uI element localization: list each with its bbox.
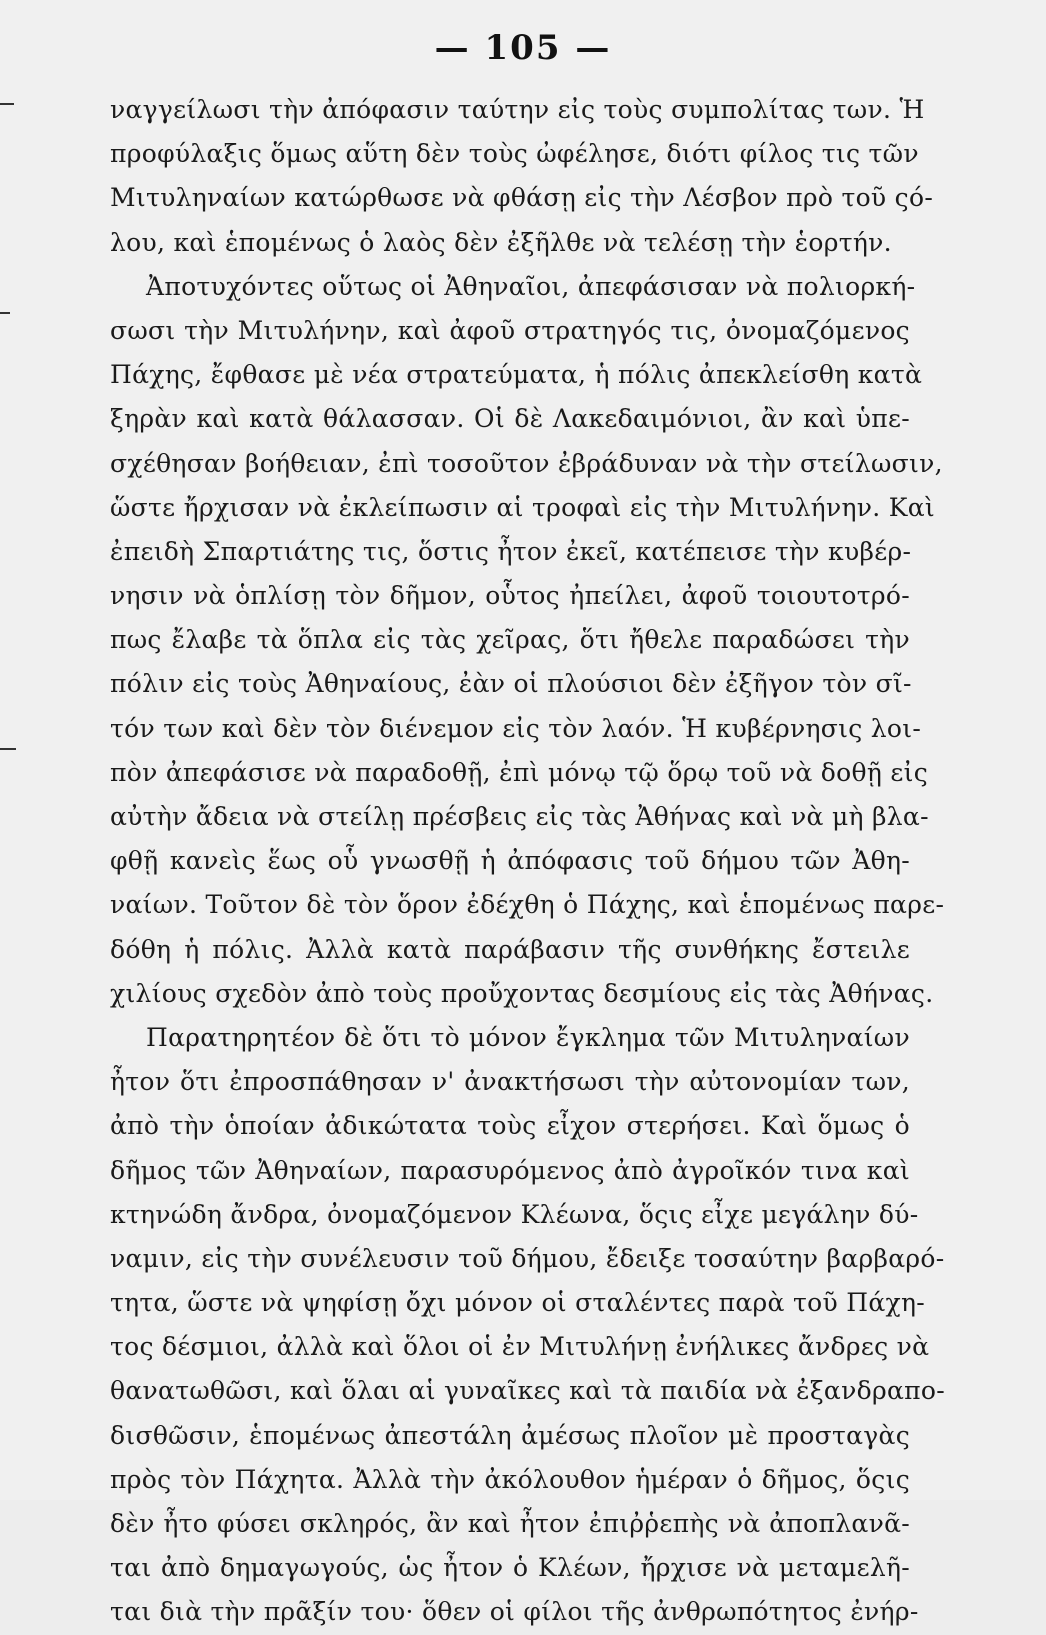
text-line: Πάχης, ἔφθασε μὲ νέα στρατεύματα, ἡ πόλις ἀπεκλείσθη κατὰ — [110, 360, 923, 390]
text-line: τητα, ὥστε νὰ ψηφίσῃ ὄχι μόνον οἱ σταλέντες παρὰ τοῦ Πάχη- — [110, 1288, 925, 1318]
text-line: λου, καὶ ἑπομένως ὁ λαὸς δὲν ἐξῆλθε νὰ τελέσῃ τὴν ἑορτήν. — [110, 227, 892, 257]
text-line: ται διὰ τὴν πρᾶξίν του· ὅθεν οἱ φίλοι τῆς ἀνθρωπότητος ἐνήρ- — [110, 1597, 919, 1627]
margin-mark — [0, 312, 10, 314]
text-line: Μιτυληναίων κατώρθωσε νὰ φθάσῃ εἰς τὴν Λέσβον πρὸ τοῦ ςό- — [110, 183, 934, 213]
text-line: αὐτὴν ἄδεια νὰ στείλῃ πρέσβεις εἰς τὰς Ἀθήνας καὶ νὰ μὴ βλα- — [110, 802, 929, 831]
text-line: πως ἔλαβε τὰ ὅπλα εἰς τὰς χεῖρας, ὅτι ἤθελε παραδώσει τὴν — [110, 625, 910, 655]
text-line: κτηνώδη ἄνδρα, ὀνομαζόμενον Κλέωνα, ὅςις εἶχε μεγάλην δύ- — [110, 1199, 919, 1229]
text-line: δισθῶσιν, ἑπομένως ἀπεστάλη ἀμέσως πλοῖον μὲ προσταγὰς — [110, 1420, 910, 1450]
text-line: πόλιν εἰς τοὺς Ἀθηναίους, ἐὰν οἱ πλούσιοι δὲν ἐξῆγον τὸν σῖ- — [110, 669, 912, 699]
text-line: φθῇ κανεὶς ἕως οὗ γνωσθῇ ἡ ἀπόφασις τοῦ δήμου τῶν Ἀθη- — [110, 846, 910, 876]
text-line: Παρατηρητέον δὲ ὅτι τὸ μόνον ἔγκλημα τῶν Μιτυληναίων — [146, 1022, 910, 1052]
page-number: — 105 — — [434, 28, 612, 68]
text-line: ται ἀπὸ δημαγωγούς, ὡς ἦτον ὁ Κλέων, ἤρχισε νὰ μεταμελῆ- — [110, 1553, 910, 1583]
text-line: ναγγείλωσι τὴν ἀπόφασιν ταύτην εἰς τοὺς συμπολίτας των. Ἡ — [110, 95, 925, 124]
text-line: πὸν ἀπεφάσισε νὰ παραδοθῇ, ἐπὶ μόνῳ τῷ ὅρῳ τοῦ νὰ δοθῇ εἰς — [110, 757, 929, 787]
body-text — [110, 88, 945, 1635]
margin-mark — [0, 748, 16, 750]
text-line: Ἀποτυχόντες οὕτως οἱ Ἀθηναῖοι, ἀπεφάσισαν νὰ πολιορκή- — [146, 271, 916, 301]
text-line: νησιν νὰ ὁπλίσῃ τὸν δῆμον, οὗτος ἠπείλει, ἀφοῦ τοιουτοτρό- — [110, 581, 910, 611]
text-line: ναίων. Τοῦτον δὲ τὸν ὅρον ἐδέχθη ὁ Πάχης, καὶ ἑπομένως παρε- — [110, 890, 945, 920]
text-line: ἀπὸ τὴν ὁποίαν ἀδικώτατα τοὺς εἶχον στερήσει. Καὶ ὅμως ὁ — [110, 1111, 910, 1141]
text-line: τόν των καὶ δὲν τὸν διένεμον εἰς τὸν λαόν. Ἡ κυβέρνησις λοι- — [110, 713, 922, 743]
text-line: ἐπειδὴ Σπαρτιάτης τις, ὅστις ἦτον ἐκεῖ, κατέπεισε τὴν κυβέρ- — [110, 536, 912, 566]
text-line: δόθη ἡ πόλις. Ἀλλὰ κατὰ παράβασιν τῆς συνθήκης ἔστειλε — [110, 934, 910, 964]
text-line: ἦτον ὅτι ἐπροσπάθησαν ν' ἀνακτήσωσι τὴν αὐτονομίαν των, — [110, 1067, 910, 1097]
text-line: σχέθησαν βοήθειαν, ἐπὶ τοσοῦτον ἐβράδυναν νὰ τὴν στείλωσιν, — [110, 448, 943, 478]
text-line: θανατωθῶσι, καὶ ὅλαι αἱ γυναῖκες καὶ τὰ παιδία νὰ ἐξανδραπο- — [110, 1376, 945, 1406]
text-line: πρὸς τὸν Πάχητα. Ἀλλὰ τὴν ἀκόλουθον ἡμέραν ὁ δῆμος, ὅςις — [110, 1464, 910, 1494]
text-line: ὥστε ἤρχισαν νὰ ἐκλείπωσιν αἱ τροφαὶ εἰς τὴν Μιτυλήνην. Καὶ — [110, 492, 935, 522]
text-line: δὲν ἦτο φύσει σκληρός, ἂν καὶ ἦτον ἐπιῤῥεπὴς νὰ ἀποπλανᾶ- — [110, 1509, 910, 1538]
text-line: ξηρὰν καὶ κατὰ θάλασσαν. Οἱ δὲ Λακεδαιμόνιοι, ἂν καὶ ὑπε- — [110, 404, 910, 434]
margin-mark — [0, 103, 14, 105]
text-line: σωσι τὴν Μιτυλήνην, καὶ ἀφοῦ στρατηγός τις, ὀνομαζόμενος — [110, 315, 910, 345]
text-line: χιλίους σχεδὸν ἀπὸ τοὺς προὔχοντας δεσμίους εἰς τὰς Ἀθήνας. — [110, 978, 934, 1008]
text-line: τος δέσμιοι, ἀλλὰ καὶ ὅλοι οἱ ἐν Μιτυλήνῃ ἐνήλικες ἄνδρες νὰ — [110, 1332, 930, 1362]
text-line: προφύλαξις ὅμως αὕτη δὲν τοὺς ὠφέλησε, διότι φίλος τις τῶν — [110, 139, 919, 169]
text-line: δῆμος τῶν Ἀθηναίων, παρασυρόμενος ἀπὸ ἀγροῖκόν τινα καὶ — [110, 1155, 910, 1185]
text-line: ναμιν, εἰς τὴν συνέλευσιν τοῦ δήμου, ἔδειξε τοσαύτην βαρβαρό- — [110, 1243, 945, 1273]
